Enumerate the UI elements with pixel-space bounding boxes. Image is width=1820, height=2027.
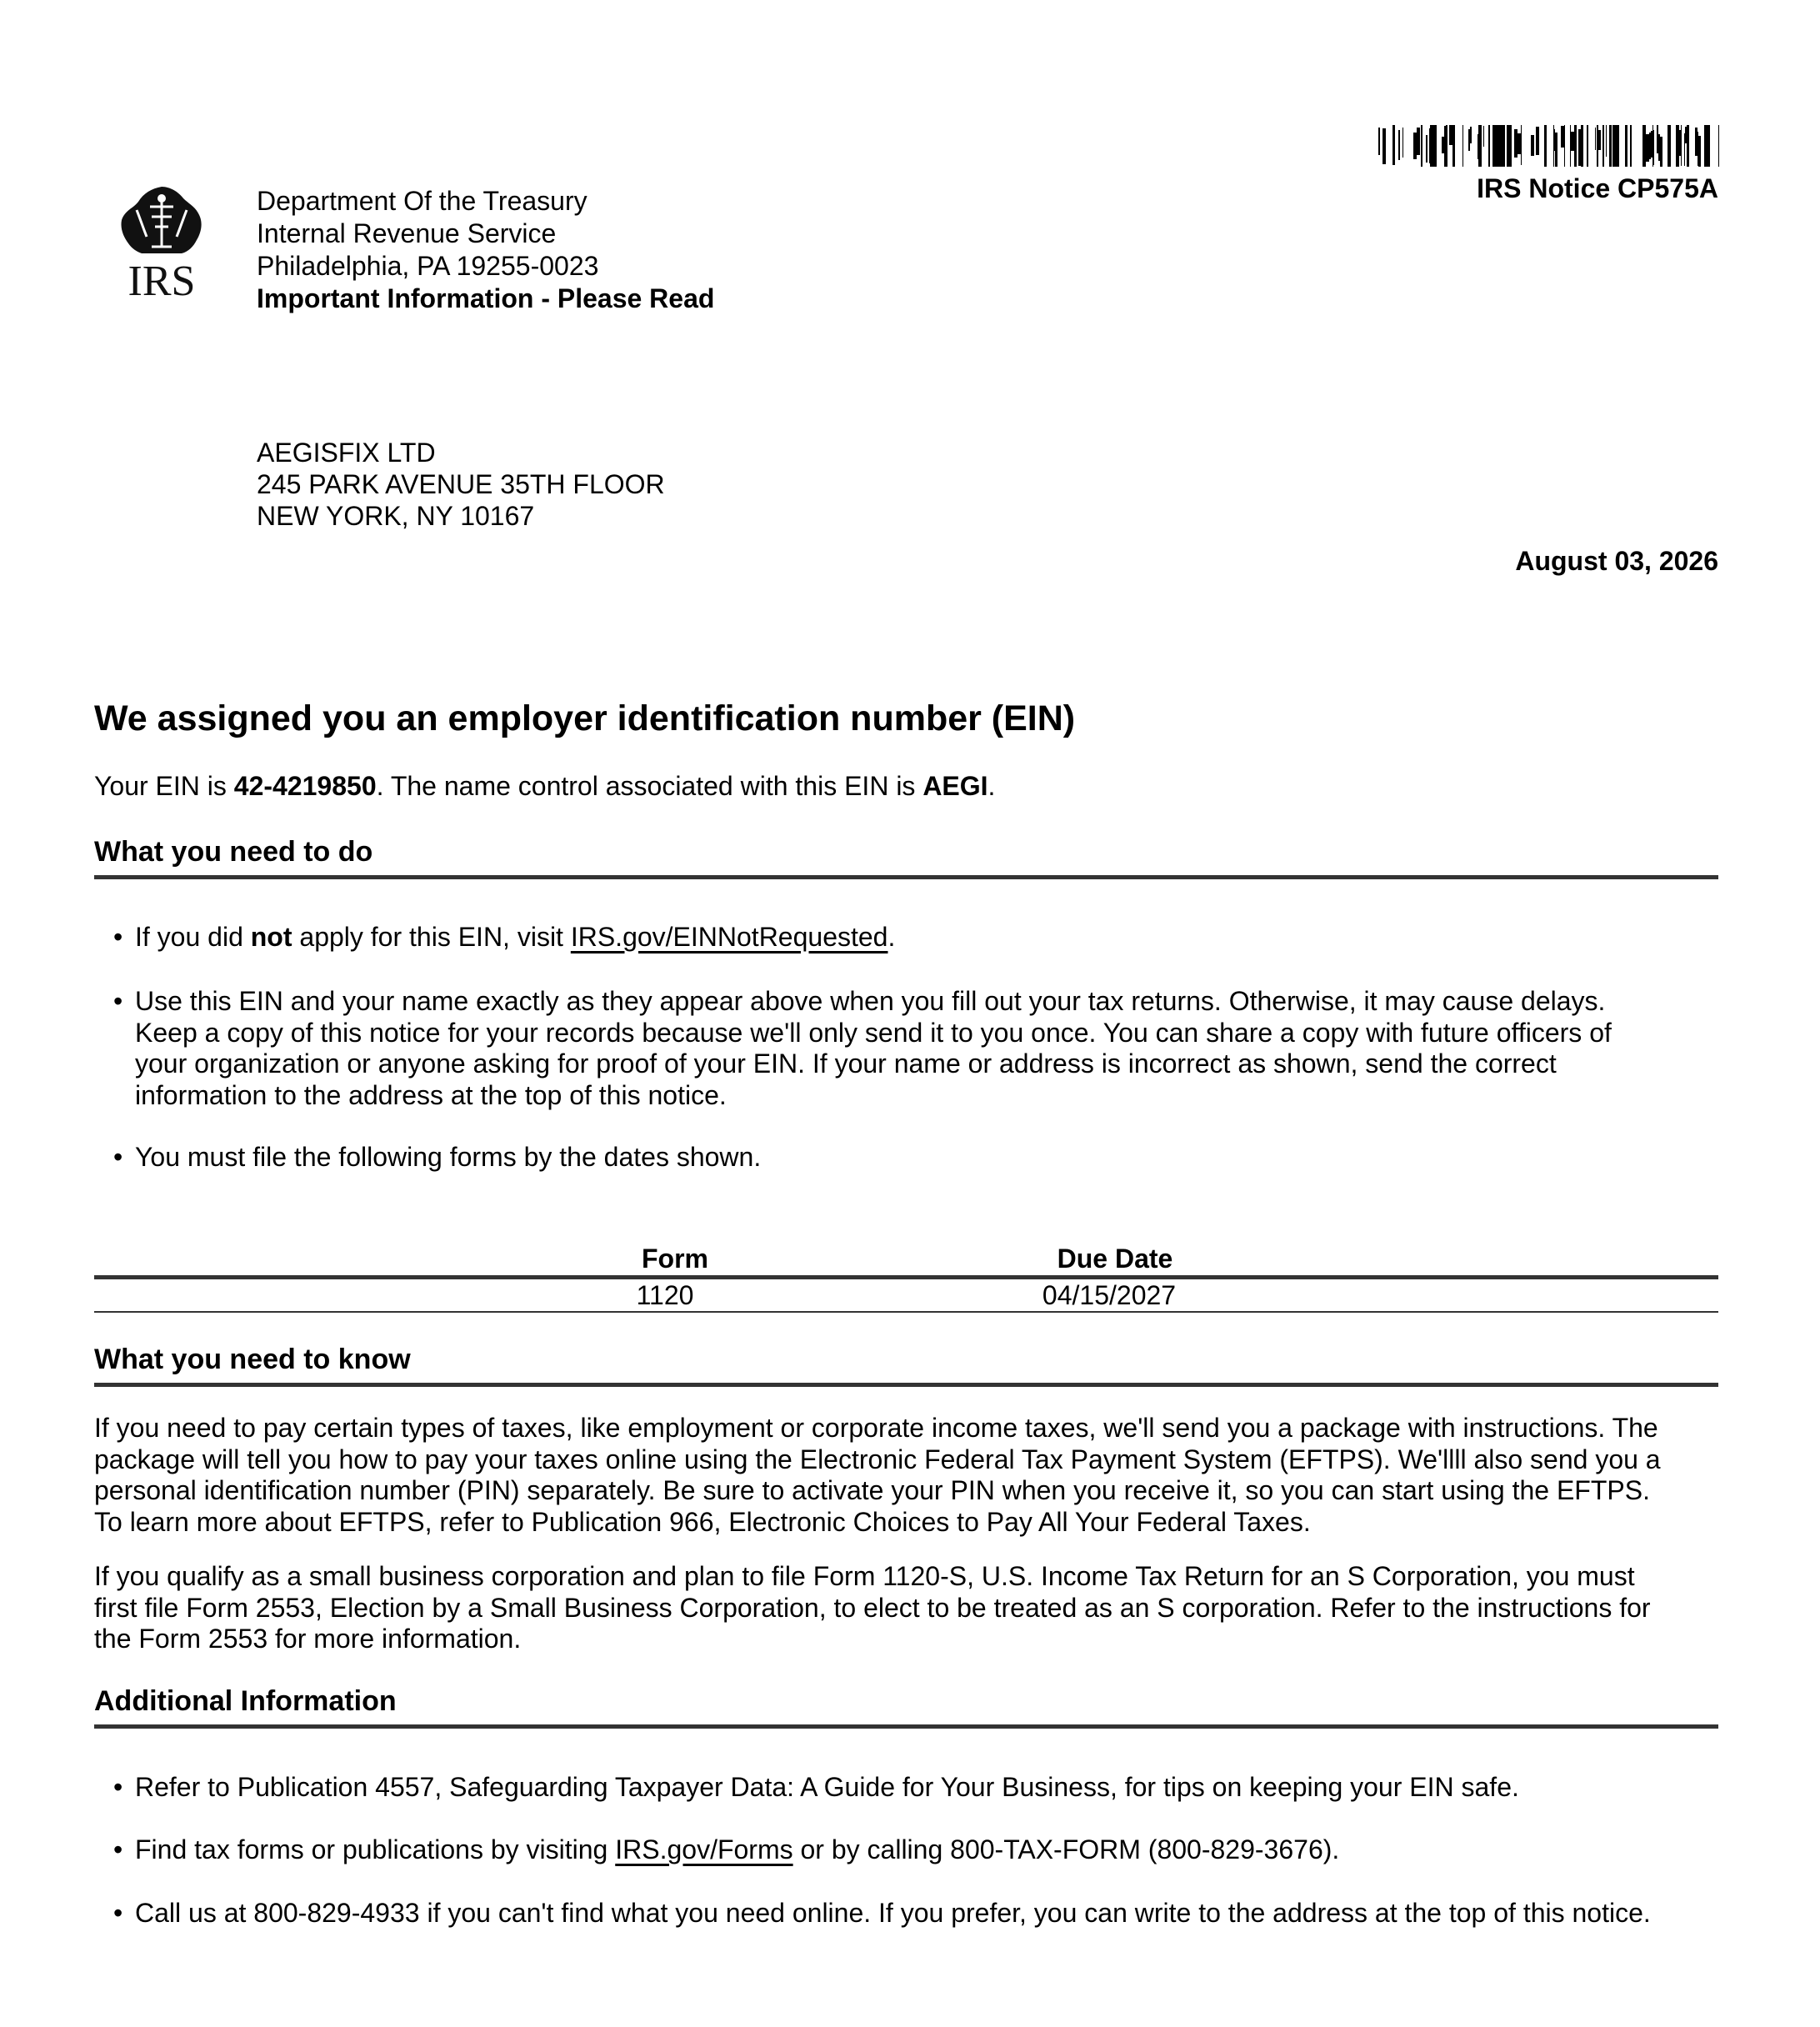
additional-bullet-2: [113, 1834, 1697, 1866]
agency-line: Department Of the Treasury: [257, 186, 588, 216]
paragraph-line: first file Form 2553, Election by a Small Business Corporation, to elect to be treated as an S corporation. Refer to the instructions for: [94, 1592, 1651, 1623]
list-item-line: • Use this EIN and your name exactly as they appear above when you fill out your tax returns. Otherwise, it may cause delays.: [135, 986, 1606, 1016]
barcode-bar: [1679, 130, 1681, 156]
barcode-bar: [1378, 128, 1380, 155]
barcode-bar: [1478, 125, 1482, 167]
irs-logo-text: IRS: [128, 258, 196, 302]
todo-bullet-list-3: [113, 1142, 1697, 1174]
paragraph-line: To learn more about EFTPS, refer to Publication 966, Electronic Choices to Pay All Your Federal Taxes.: [94, 1506, 1311, 1537]
barcode-bar: [1468, 129, 1470, 151]
list-item-line: your organization or anyone asking for proof of your EIN. If your name or address is incorrect as shown, send the correct: [135, 1049, 1557, 1079]
text: Find tax forms or publications by visiting: [135, 1834, 616, 1864]
section-heading-know: What you need to know: [94, 1344, 1718, 1387]
barcode-bar: [1651, 131, 1652, 158]
barcode-bar: [1657, 125, 1658, 153]
barcode-bar: [1627, 125, 1628, 167]
barcode-bar: [1704, 125, 1707, 167]
barcode-bar: [1668, 125, 1671, 167]
barcode-bar: [1570, 125, 1571, 167]
barcode-bar: [1561, 126, 1564, 148]
barcode-bar: [1421, 125, 1422, 167]
due-date: 04/15/2027: [1042, 1280, 1177, 1310]
barcode-bar: [1676, 125, 1679, 167]
recipient-line: AEGISFIX LTD: [257, 438, 436, 468]
ein-middle: . The name control associated with this EIN is: [376, 771, 923, 801]
list-item: • Call us at 800-829-4933 if you can't find what you need online. If you prefer, you can write to the address at the top of this notice.: [113, 1898, 1697, 1929]
emphasis: not: [250, 922, 292, 952]
barcode-bar: [1518, 133, 1521, 154]
column-header-due-date: Due Date: [1057, 1244, 1173, 1274]
barcode-bar: [1429, 128, 1430, 163]
list-item: [113, 922, 1697, 953]
paragraph-line: the Form 2553 for more information.: [94, 1624, 522, 1654]
barcode-bar: [1413, 133, 1417, 159]
text: or by calling 800-TAX-FORM (800-829-3676).: [792, 1834, 1340, 1864]
paragraph-line: If you qualify as a small business corporation and plan to file Form 1120-S, U.S. Income Tax Return for an S Corporation, you must: [94, 1561, 1635, 1591]
barcode-bar: [1606, 125, 1607, 157]
page-title: We assigned you an employer identification number (EIN): [94, 698, 1076, 738]
recipient-line: NEW YORK, NY 10167: [257, 501, 535, 531]
barcode-bar: [1687, 125, 1689, 167]
irs-logo: [118, 185, 205, 302]
barcode-bar: [1684, 133, 1685, 166]
agency-line: Philadelphia, PA 19255-0023: [257, 251, 599, 281]
form-number: 1120: [636, 1280, 694, 1310]
barcode-bar: [1595, 128, 1596, 150]
barcode-bar: [1398, 130, 1400, 160]
barcode-bar: [1578, 129, 1581, 166]
eftps-paragraph: [94, 1413, 1728, 1538]
barcode-bar: [1698, 136, 1701, 167]
barcode-bar: [1597, 125, 1598, 167]
barcode-bar: [1660, 137, 1662, 167]
barcode-bar: [1658, 134, 1660, 161]
barcode-bar: [1462, 125, 1463, 167]
barcode-bar: [1442, 137, 1444, 153]
barcode-bar: [1426, 135, 1428, 163]
barcode-bar: [1402, 128, 1403, 158]
barcode-bar: [1616, 125, 1619, 167]
column-header-form: Form: [642, 1244, 708, 1274]
list-item-line: information to the address at the top of this notice.: [135, 1079, 727, 1110]
barcode-bar: [1695, 128, 1698, 156]
barcode-bar: [1497, 125, 1498, 167]
agency-line: Internal Revenue Service: [257, 218, 557, 248]
todo-bullet-list-2: [113, 986, 1697, 1111]
barcode: [1378, 125, 1719, 167]
barcode-bar: [1507, 125, 1510, 167]
barcode-bar: [1392, 125, 1395, 165]
paragraph-line: If you need to pay certain types of taxes, like employment or corporate income taxes, we'll send you a package with instructions. The: [94, 1413, 1658, 1443]
barcode-bar: [1493, 125, 1495, 167]
barcode-bar: [1449, 125, 1452, 145]
barcode-bar: [1536, 127, 1539, 155]
barcode-bar: [1521, 125, 1522, 165]
recipient-address: [257, 437, 665, 532]
barcode-bar: [1446, 125, 1448, 167]
additional-bullet-3: [113, 1898, 1697, 1929]
barcode-bar: [1603, 125, 1604, 167]
list-item-line: Keep a copy of this notice for your records because we'll only send it to you once. You can share a copy with future officers of: [135, 1017, 1612, 1048]
section-heading-additional: Additional Information: [94, 1685, 1718, 1729]
s-corporation-paragraph: [94, 1561, 1728, 1655]
barcode-bar: [1514, 129, 1518, 158]
notice-id: IRS Notice CP575A: [1477, 173, 1718, 203]
important-label: Important Information - Please Read: [257, 283, 715, 313]
ein-prefix: Your EIN is: [94, 771, 234, 801]
text: .: [888, 922, 896, 952]
barcode-bar: [1587, 125, 1588, 167]
barcode-bar: [1642, 125, 1646, 167]
barcode-bar: [1571, 132, 1574, 151]
barcode-bar: [1502, 125, 1505, 167]
list-item: • You must file the following forms by the dates shown.: [113, 1142, 1697, 1174]
barcode-bar: [1685, 127, 1687, 143]
barcode-bar: [1564, 125, 1565, 167]
barcode-bar: [1544, 125, 1547, 167]
barcode-bar: [1555, 133, 1558, 167]
notice-date: August 03, 2026: [1515, 546, 1718, 576]
barcode-bar: [1625, 125, 1627, 167]
barcode-bar: [1531, 135, 1534, 156]
barcode-bar: [1602, 125, 1603, 167]
barcode-bar: [1470, 127, 1472, 143]
table-row: [94, 1279, 1718, 1313]
barcode-bar: [1612, 125, 1616, 167]
barcode-bar: [1646, 134, 1649, 162]
ein-suffix: .: [988, 771, 996, 801]
table-header: [94, 1242, 1718, 1279]
barcode-bar: [1553, 125, 1554, 167]
barcode-bar: [1417, 128, 1420, 155]
barcode-bar: [1444, 126, 1446, 167]
barcode-bar: [1498, 125, 1502, 167]
paragraph-line: package will tell you how to pay your taxes online using the Electronic Federal Tax Payment System (EFTPS). We'llll also send you a: [94, 1444, 1661, 1474]
text: apply for this EIN, visit: [292, 922, 571, 952]
list-item: [113, 1834, 1697, 1866]
barcode-bar: [1681, 125, 1682, 166]
agency-address: [257, 185, 714, 315]
barcode-bar: [1495, 125, 1497, 167]
todo-bullet-list: [113, 922, 1697, 953]
section-heading-todo: What you need to do: [94, 836, 1718, 879]
barcode-bar: [1382, 128, 1386, 164]
ein-number: 42-4219850: [233, 771, 377, 801]
barcode-bar: [1653, 130, 1654, 165]
list-item: • Refer to Publication 4557, Safeguarding Taxpayer Data: A Guide for Your Business, for tips on keeping your EIN safe.: [113, 1772, 1697, 1804]
barcode-bar: [1492, 125, 1493, 167]
recipient-line: 245 PARK AVENUE 35TH FLOOR: [257, 469, 665, 499]
barcode-bar: [1581, 125, 1583, 167]
barcode-bar: [1652, 125, 1653, 167]
barcode-bar: [1609, 125, 1612, 167]
ein-statement: [94, 771, 995, 802]
barcode-bar: [1718, 125, 1719, 167]
barcode-bar: [1430, 125, 1433, 167]
barcode-bar: [1433, 125, 1437, 167]
barcode-bar: [1649, 133, 1651, 159]
irs-forms-link[interactable]: IRS.gov/Forms: [615, 1834, 793, 1864]
text: If you did: [135, 922, 251, 952]
barcode-bar: [1554, 129, 1555, 151]
paragraph-line: personal identification number (PIN) separately. Be sure to activate your PIN when you receive it, so you can start using the EFTPS.: [94, 1475, 1650, 1505]
ein-not-requested-link[interactable]: IRS.gov/EINNotRequested: [570, 922, 888, 952]
barcode-bar: [1452, 125, 1455, 167]
additional-bullet-1: [113, 1772, 1697, 1804]
barcode-bar: [1598, 130, 1601, 150]
barcode-bar: [1707, 125, 1710, 167]
barcode-bar: [1630, 125, 1632, 167]
barcode-bar: [1574, 125, 1577, 167]
forms-table: [94, 1242, 1718, 1313]
name-control: AEGI: [922, 771, 988, 801]
barcode-bar: [1483, 126, 1484, 147]
barcode-bar: [1510, 125, 1512, 167]
barcode-bar: [1488, 125, 1490, 167]
list-item: [113, 986, 1697, 1111]
